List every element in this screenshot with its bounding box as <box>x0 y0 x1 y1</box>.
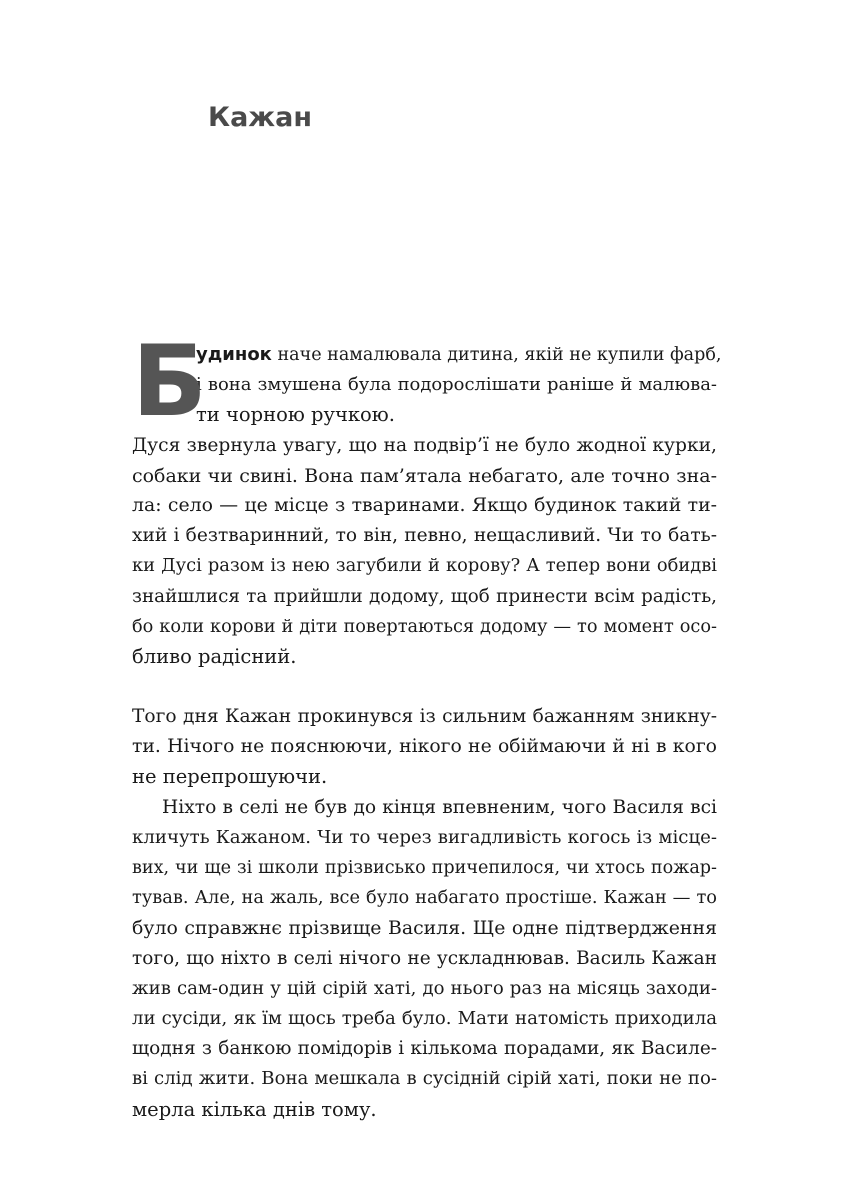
text-line: собаки чи свині. Вона пам’ятала небагато, але точно зна- <box>132 464 717 487</box>
text-line: і вона змушена була подорослішати раніше й малюва- <box>196 374 717 396</box>
intro-paragraph <box>132 325 722 672</box>
text-line: було справжнє прізвище Василя. Ще одне підтвердження <box>132 917 717 940</box>
text-line: Ніхто в селі не був до кінця впевненим, чого Василя всі <box>162 796 717 818</box>
text-line: удинок наче намалювала дитина, якій не купили фарб, <box>196 344 722 365</box>
text-line: кличуть Кажаном. Чи то через вигадливість когось із місце- <box>132 826 717 848</box>
drop-cap: Б <box>132 325 207 439</box>
section-break <box>132 672 717 702</box>
section-paragraphs <box>132 702 717 1125</box>
text-line: ти чорною ручкою. <box>196 403 395 427</box>
text-line: бливо радісний. <box>132 644 297 668</box>
text-line: ла: село — це місце з тваринами. Якщо будинок такий ти- <box>132 494 717 516</box>
lead-word: удинок <box>196 344 272 365</box>
text-line: ли сусіди, як їм щось треба було. Мати натомість приходила <box>132 1007 717 1029</box>
chapter-title: Кажан <box>208 102 313 133</box>
text-line: бо коли корови й діти повертаються додому — то момент осо- <box>132 616 717 637</box>
text-line: Дуся звернула увагу, що на подвір’ї не було жодної курки, <box>132 434 717 456</box>
chapter-body <box>132 325 722 1125</box>
text-line: мерла кілька днів тому. <box>132 1097 377 1121</box>
text-line: хий і безтваринний, то він, певно, нещасливий. Чи то бать- <box>132 525 717 547</box>
text-line: Того дня Кажан прокинувся із сильним бажанням зникну- <box>132 706 717 728</box>
text-line: тував. Але, на жаль, все було набагато простіше. Кажан — то <box>132 887 717 909</box>
text-line: знайшлися та прийшли додому, щоб принести всім радість, <box>132 585 717 607</box>
text-line: не перепрошуючи. <box>132 765 328 789</box>
text-line: жив сам-один у цій сірій хаті, до нього раз на місяць заходи- <box>132 977 717 999</box>
text-line: вих, чи ще зі школи прізвисько причепилося, чи хтось пожар- <box>132 858 717 878</box>
text-line: ти. Нічого не пояснюючи, нікого не обіймаючи й ні в кого <box>132 736 717 758</box>
text-line: того, що ніхто в селі нічого не ускладнював. Василь Кажан <box>132 947 717 969</box>
text-line: щодня з банкою помідорів і кількома порадами, як Василе- <box>132 1038 717 1060</box>
text-line: ві слід жити. Вона мешкала в сусідній сірій хаті, поки не по- <box>132 1068 717 1090</box>
text-line: ки Дусі разом із нею загубили й корову? А тепер вони обидві <box>132 555 717 577</box>
